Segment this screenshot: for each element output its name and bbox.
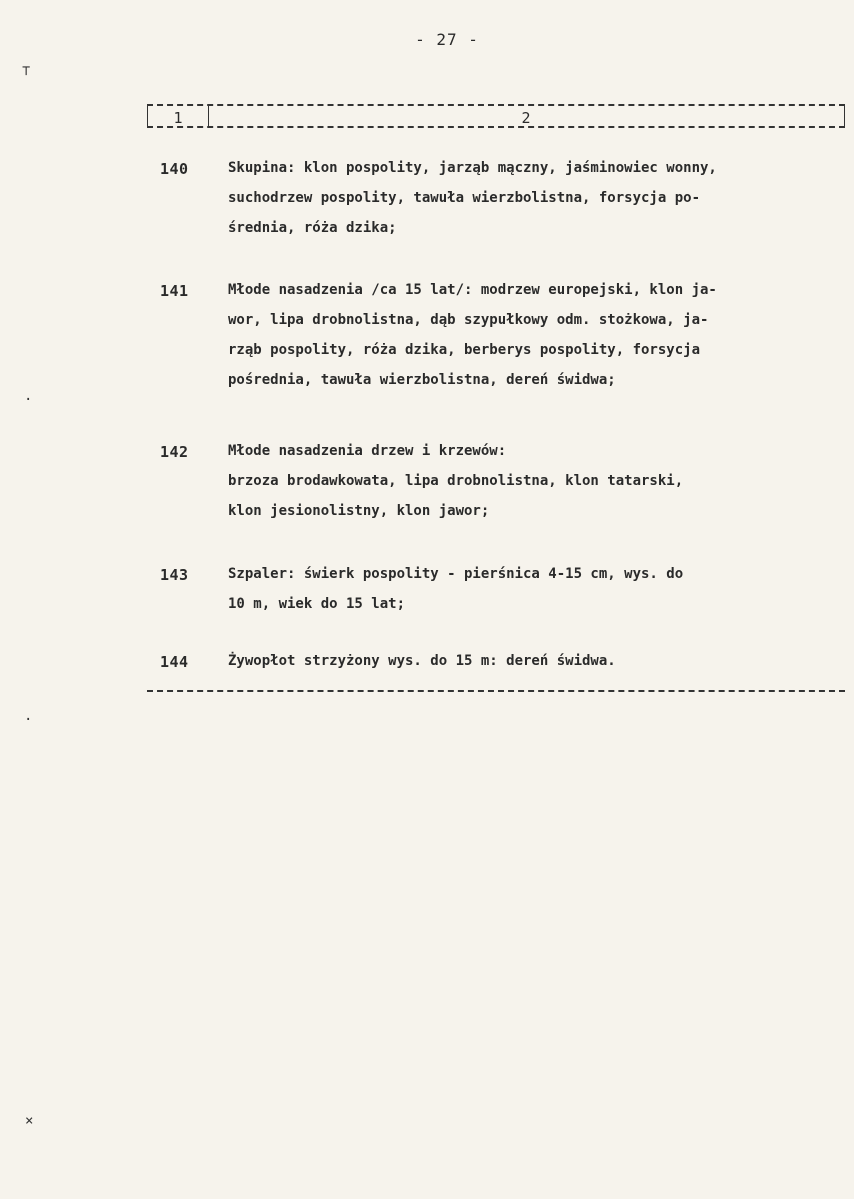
binding-mark: ⊤ (22, 63, 31, 79)
entry-number: 142 (160, 443, 189, 461)
entry-text (228, 153, 828, 243)
table-header (147, 104, 845, 128)
entry-text (228, 559, 828, 619)
entry-line: suchodrzew pospolity, tawuła wierzbolistna, forsycja po- (228, 190, 701, 206)
column-1-header: 1 (173, 109, 183, 127)
entry-number: 140 (160, 160, 189, 178)
entry-line: 10 m, wiek do 15 lat; (228, 596, 406, 612)
entry-text (228, 436, 828, 526)
binding-mark: · (24, 392, 33, 408)
entry-number: 144 (160, 653, 189, 671)
entry-line: Żywopłot strzyżony wys. do 15 m: dereń świdwa. (228, 653, 616, 669)
entry-line: Młode nasadzenia /ca 15 lat/: modrzew europejski, klon ja- (228, 282, 717, 298)
entry-line: klon jesionolistny, klon jawor; (228, 503, 490, 519)
column-2-header: 2 (521, 109, 531, 127)
table-bottom-rule (147, 690, 845, 692)
entry-line: Skupina: klon pospolity, jarząb mączny, jaśminowiec wonny, (228, 160, 717, 176)
entry-line: pośrednia, tawuła wierzbolistna, dereń świdwa; (228, 372, 616, 388)
entry-line: Młode nasadzenia drzew i krzewów: (228, 443, 507, 459)
binding-mark: · (24, 712, 33, 728)
page-number: - 27 - (415, 30, 479, 49)
binding-mark: × (25, 1113, 34, 1129)
entry-line: Szpaler: świerk pospolity - pierśnica 4-15 cm, wys. do (228, 566, 684, 582)
entry-line: średnia, róża dzika; (228, 220, 397, 236)
entry-text (228, 275, 828, 395)
entry-text (228, 646, 828, 676)
entry-number: 141 (160, 282, 189, 300)
entry-line: brzoza brodawkowata, lipa drobnolistna, klon tatarski, (228, 473, 684, 489)
entry-number: 143 (160, 566, 189, 584)
entry-line: rząb pospolity, róża dzika, berberys pospolity, forsycja (228, 342, 701, 358)
entry-line: wor, lipa drobnolistna, dąb szypułkowy odm. stożkowa, ja- (228, 312, 709, 328)
